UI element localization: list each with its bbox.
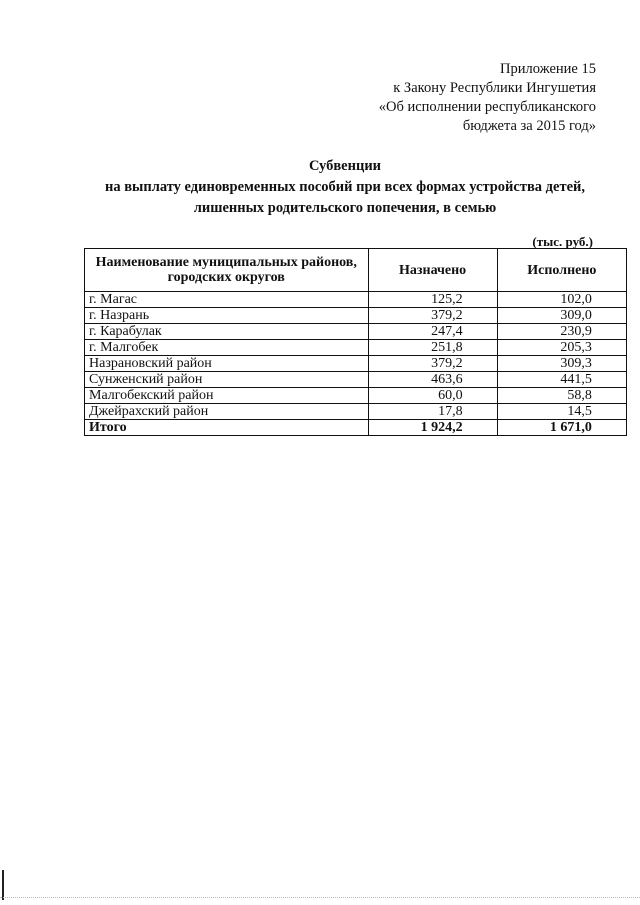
header-name: Наименование муниципальных районов, городских округов: [85, 249, 369, 292]
table-header-row: [85, 249, 627, 292]
total-executed-value: 1 671,0: [549, 420, 592, 435]
row-assigned-value: 60,0: [438, 388, 463, 403]
row-executed-value: 309,0: [560, 308, 592, 323]
row-assigned: [368, 404, 497, 420]
row-executed-value: 441,5: [560, 372, 592, 387]
row-assigned: [368, 324, 497, 340]
row-executed: [497, 324, 626, 340]
row-executed: [497, 372, 626, 388]
row-assigned: [368, 356, 497, 372]
row-assigned: [368, 308, 497, 324]
row-name: г. Карабулак: [85, 324, 369, 340]
row-assigned-value: 251,8: [431, 340, 463, 355]
table-row: [85, 404, 627, 420]
row-name: Назрановский район: [85, 356, 369, 372]
header-executed: Исполнено: [497, 249, 626, 292]
row-assigned-value: 379,2: [431, 356, 463, 371]
title-line: Субвенции: [308, 158, 382, 174]
total-executed: [497, 420, 626, 436]
row-executed-value: 309,3: [560, 356, 592, 371]
table-row: [85, 308, 627, 324]
title-line: на выплату единовременных пособий при всех формах устройства детей,: [104, 179, 585, 195]
row-assigned-value: 17,8: [438, 404, 463, 419]
table-row: [85, 372, 627, 388]
row-name: г. Малгобек: [85, 340, 369, 356]
row-assigned-value: 247,4: [431, 324, 463, 339]
table-row: [85, 324, 627, 340]
document-title: [60, 156, 630, 219]
units-label: (тыс. руб.): [532, 234, 593, 249]
row-assigned: [368, 292, 497, 308]
row-executed-value: 205,3: [560, 340, 592, 355]
row-executed-value: 14,5: [567, 404, 592, 419]
scan-bottom-edge: [0, 896, 640, 898]
appendix-line: бюджета за 2015 год»: [462, 118, 596, 134]
total-assigned-value: 1 924,2: [420, 420, 463, 435]
row-executed: [497, 308, 626, 324]
row-name: Малгобекский район: [85, 388, 369, 404]
row-executed: [497, 340, 626, 356]
row-executed: [497, 404, 626, 420]
table-total-row: [85, 420, 627, 436]
title-line: лишенных родительского попечения, в семью: [193, 200, 497, 216]
row-executed-value: 230,9: [560, 324, 592, 339]
row-executed-value: 58,8: [567, 388, 592, 403]
row-name: г. Назрань: [85, 308, 369, 324]
total-name: Итого: [85, 420, 369, 436]
row-assigned: [368, 388, 497, 404]
appendix-line: к Закону Республики Ингушетия: [393, 80, 596, 96]
row-executed: [497, 292, 626, 308]
row-assigned-value: 463,6: [431, 372, 463, 387]
appendix-line: Приложение 15: [500, 61, 596, 77]
table-row: [85, 356, 627, 372]
row-name: Сунженский район: [85, 372, 369, 388]
table-row: [85, 340, 627, 356]
row-assigned-value: 379,2: [431, 308, 463, 323]
table-row: [85, 292, 627, 308]
row-assigned: [368, 372, 497, 388]
row-name: г. Магас: [85, 292, 369, 308]
total-assigned: [368, 420, 497, 436]
row-executed: [497, 388, 626, 404]
subventions-table: [84, 248, 627, 436]
appendix-line: «Об исполнении республиканского: [378, 99, 596, 115]
row-executed: [497, 356, 626, 372]
row-name: Джейрахский район: [85, 404, 369, 420]
row-assigned: [368, 340, 497, 356]
row-executed-value: 102,0: [560, 292, 592, 307]
row-assigned-value: 125,2: [431, 292, 463, 307]
appendix-header: [379, 60, 596, 136]
header-assigned: Назначено: [368, 249, 497, 292]
table-row: [85, 388, 627, 404]
